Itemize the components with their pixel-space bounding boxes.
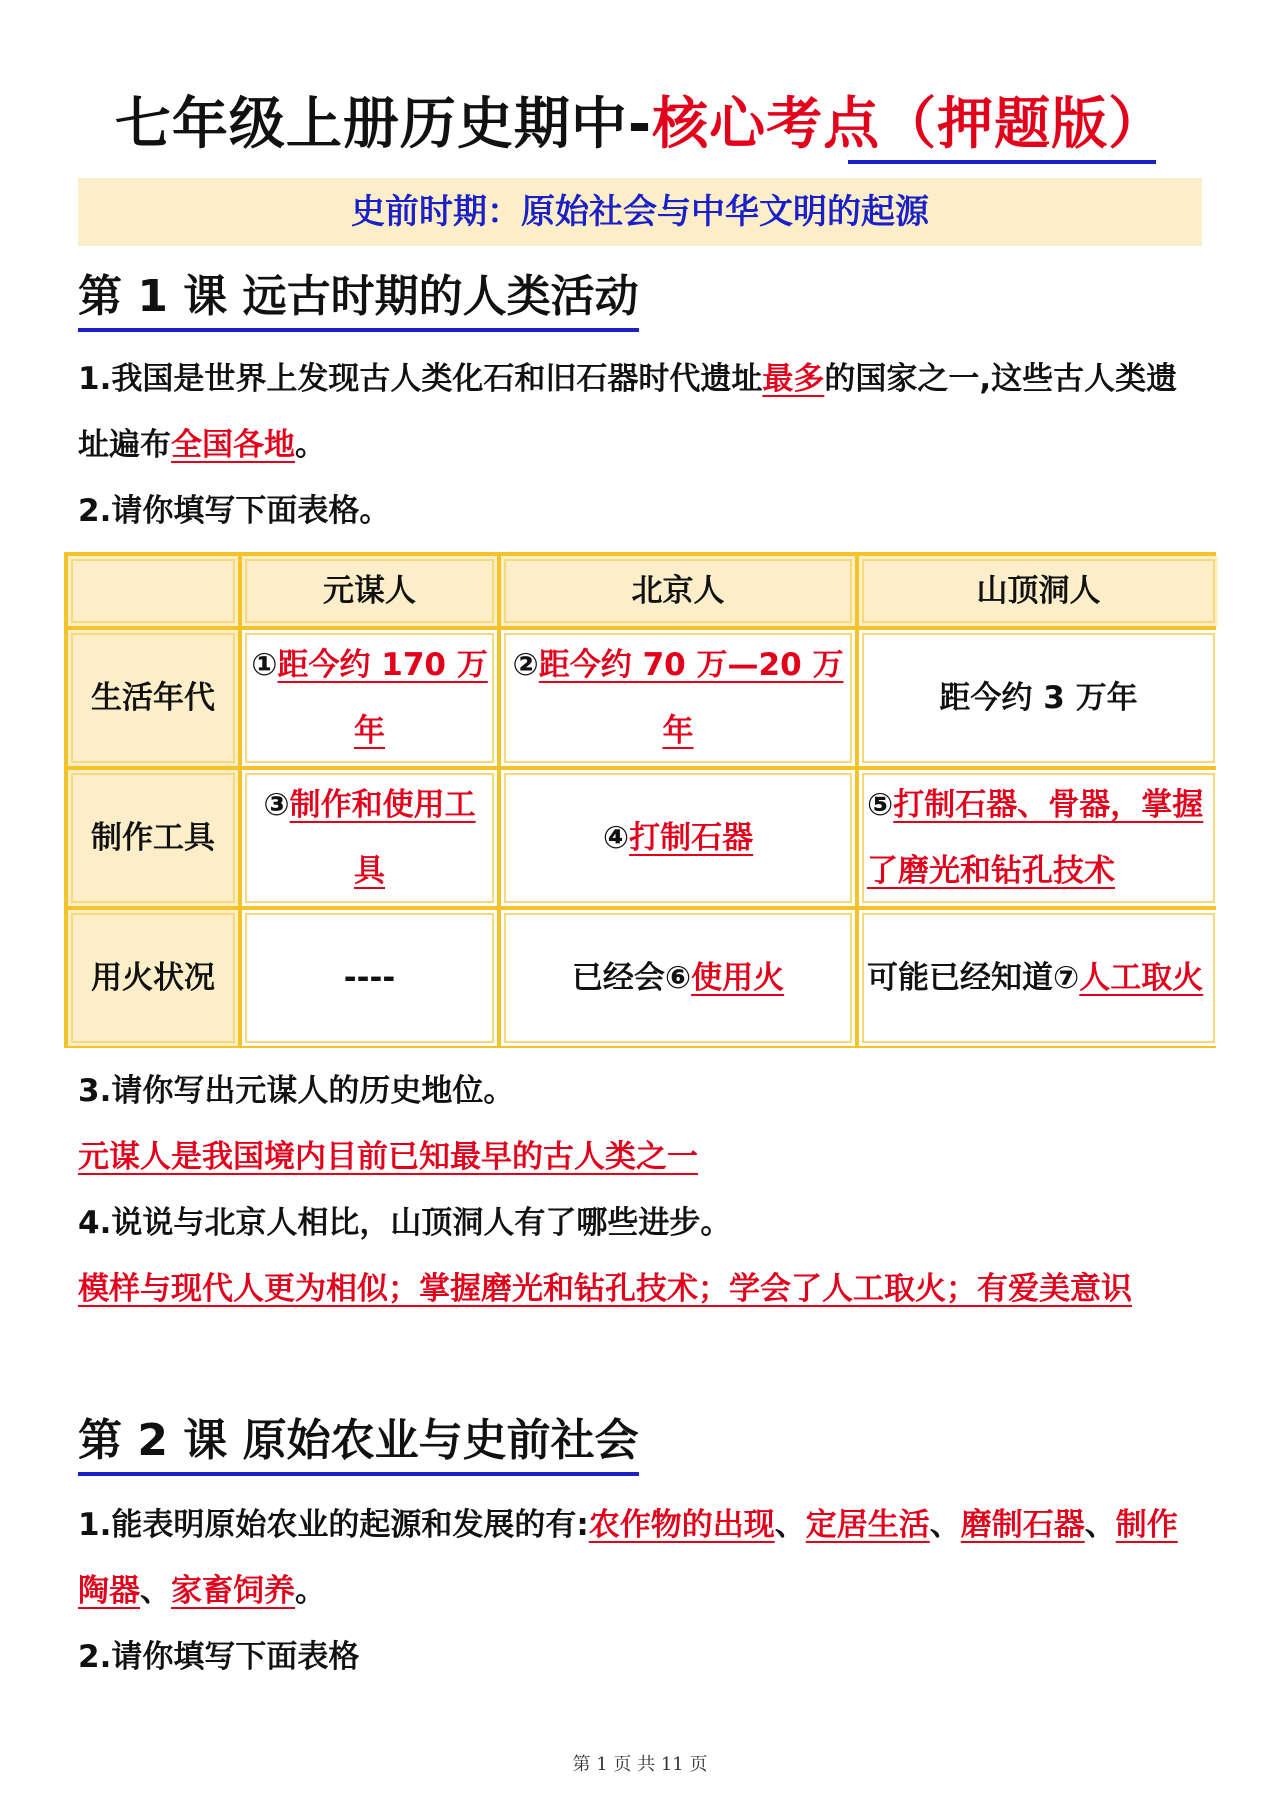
header-beijing: 北京人 — [501, 556, 855, 626]
fire-beijing-pre: 已经会⑥ — [571, 960, 692, 996]
cell-era-yuanmou — [242, 630, 497, 766]
table-corner — [68, 556, 238, 626]
cell-era-beijing — [501, 630, 855, 766]
header-yuanmou: 元谋人 — [242, 556, 497, 626]
answer-4: 打制石器 — [629, 820, 754, 856]
cell-tools-shandingdong — [859, 770, 1218, 906]
lesson-1-a4 — [78, 1256, 1208, 1322]
title-underline — [848, 160, 1156, 164]
q1-text-a: 1.我国是世界上发现古人类化石和旧石器时代遗址 — [78, 361, 763, 397]
lesson-1-q2: 2.请你填写下面表格。 — [78, 493, 391, 529]
l2q1-sep2: 、 — [929, 1507, 961, 1543]
l2q1-answer-pottery: 制作陶器 — [78, 1507, 1178, 1609]
title-part2: 核心考点（押题版） — [652, 92, 1166, 157]
cell-fire-shandingdong — [859, 910, 1218, 1046]
row-label-fire: 用火状况 — [68, 910, 238, 1046]
l2q1-sep3: 、 — [1084, 1507, 1116, 1543]
cell-tools-yuanmou — [242, 770, 497, 906]
circled-2: ② — [512, 647, 539, 683]
header-shandingdong: 山顶洞人 — [859, 556, 1218, 626]
l2q1-answer-crops: 农作物的出现 — [588, 1507, 775, 1543]
circled-3: ③ — [263, 787, 290, 823]
section-band: 史前时期：原始社会与中华文明的起源 — [78, 178, 1202, 246]
answer-6: 使用火 — [691, 960, 785, 996]
l2q1-end: 。 — [295, 1573, 326, 1609]
l2q1-answer-livestock: 家畜饲养 — [171, 1573, 295, 1609]
lesson-1-title: 第 1 课 远古时期的人类活动 — [78, 268, 639, 332]
q1-answer-nationwide: 全国各地 — [171, 427, 295, 463]
answer-3: 制作和使用工具 — [289, 787, 476, 889]
lesson-2-q2: 2.请你填写下面表格 — [78, 1639, 360, 1675]
answer-7: 人工取火 — [1079, 960, 1204, 996]
lesson-2-title: 第 2 课 原始农业与史前社会 — [78, 1412, 639, 1476]
cell-tools-beijing — [501, 770, 855, 906]
l2q1-answer-settle: 定居生活 — [805, 1507, 930, 1543]
document-title — [0, 88, 1280, 162]
lesson-1-q4: 4.说说与北京人相比，山顶洞人有了哪些进步。 — [78, 1205, 732, 1241]
lesson-1-q1 — [78, 346, 1208, 478]
cell-fire-yuanmou: ---- — [242, 910, 497, 1046]
circled-4: ④ — [602, 820, 630, 856]
l2q1-sep1: 、 — [774, 1507, 806, 1543]
title-part1: 七年级上册历史期中- — [114, 92, 653, 157]
lesson-1-a3 — [78, 1124, 1208, 1190]
q1-text-e: 。 — [295, 427, 326, 463]
row-label-era: 生活年代 — [68, 630, 238, 766]
l2q1-answer-polished: 磨制石器 — [960, 1507, 1085, 1543]
a4-text: 模样与现代人更为相似；掌握磨光和钻孔技术；学会了人工取火；有爱美意识 — [78, 1271, 1132, 1307]
comparison-table — [64, 552, 1216, 1048]
cell-era-shandingdong: 距今约 3 万年 — [859, 630, 1218, 766]
q1-answer-most: 最多 — [762, 361, 825, 397]
circled-5: ⑤ — [867, 787, 894, 823]
l2q1-sep4: 、 — [140, 1573, 171, 1609]
lesson-1-q3: 3.请你写出元谋人的历史地位。 — [78, 1073, 515, 1109]
l2q1-text-a: 1.能表明原始农业的起源和发展的有: — [78, 1507, 589, 1543]
row-label-tools: 制作工具 — [68, 770, 238, 906]
answer-2: 距今约 70 万—20 万年 — [538, 647, 844, 749]
page-footer: 第 1 页 共 11 页 — [572, 1754, 708, 1775]
a3-text: 元谋人是我国境内目前已知最早的古人类之一 — [78, 1139, 698, 1175]
answer-5: 打制石器、骨器，掌握了磨光和钻孔技术 — [867, 787, 1204, 889]
cell-fire-beijing — [501, 910, 855, 1046]
circled-1: ① — [251, 647, 278, 683]
answer-1: 距今约 170 万年 — [277, 647, 488, 749]
q1-text-c: 的国家之一,这些古人类遗址遍布 — [78, 361, 1178, 463]
fire-shandingdong-pre: 可能已经知道⑦ — [867, 960, 1080, 996]
lesson-2-q1 — [78, 1492, 1208, 1624]
